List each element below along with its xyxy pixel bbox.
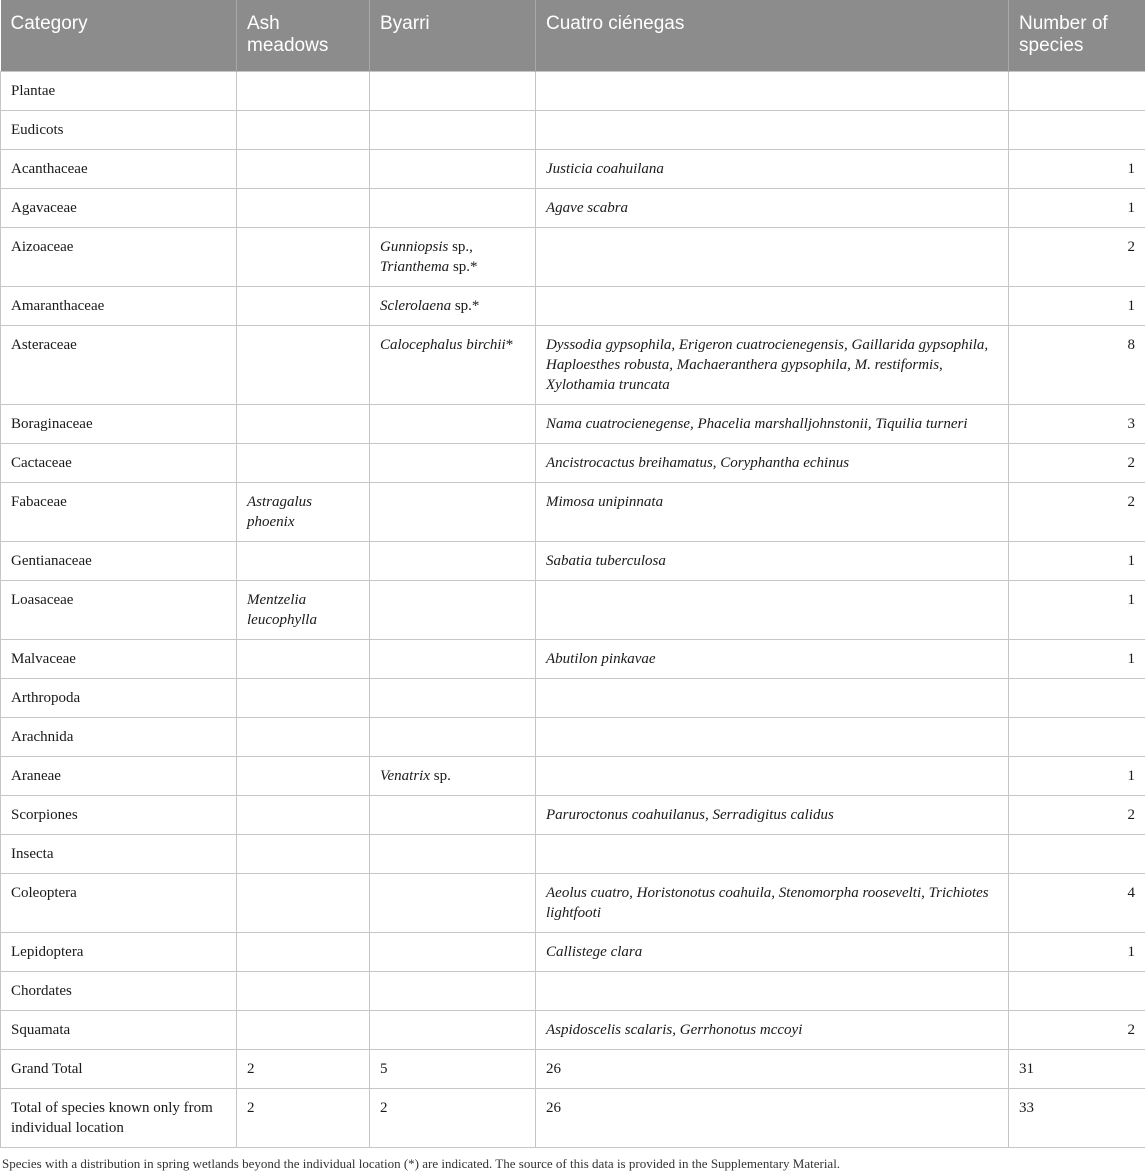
header-cuatro-cienegas: Cuatro ciénegas <box>536 0 1009 72</box>
cell-ash-meadows <box>237 757 370 796</box>
cell-count: 1 <box>1009 640 1145 679</box>
cell-count: 1 <box>1009 287 1145 326</box>
cell-count: 1 <box>1009 933 1145 972</box>
cell-ash-meadows <box>237 444 370 483</box>
cell-category: Agavaceae <box>1 189 237 228</box>
cell-count <box>1009 718 1145 757</box>
table-row <box>1 542 1145 581</box>
species-suffix: sp., <box>448 239 473 255</box>
cell-byarri <box>370 483 536 542</box>
cell-category: Boraginaceae <box>1 405 237 444</box>
cell-count: 4 <box>1009 874 1145 933</box>
cell-ash-meadows <box>237 1011 370 1050</box>
cell-cuatro-cienegas <box>536 228 1009 287</box>
cell-category: Amaranthaceae <box>1 287 237 326</box>
cell-cuatro-cienegas: Ancistrocactus breihamatus, Coryphantha echinus <box>536 444 1009 483</box>
cell-count: 2 <box>1009 796 1145 835</box>
cell-cuatro-cienegas: Abutilon pinkavae <box>536 640 1009 679</box>
cell-category: Eudicots <box>1 111 237 150</box>
cell-ash-meadows <box>237 405 370 444</box>
cell-byarri <box>370 640 536 679</box>
cell-category: Arthropoda <box>1 679 237 718</box>
table-row <box>1 189 1145 228</box>
cell-category: Chordates <box>1 972 237 1011</box>
cell-byarri <box>370 287 536 326</box>
cell-cuatro-cienegas: Callistege clara <box>536 933 1009 972</box>
cell-category: Acanthaceae <box>1 150 237 189</box>
cell-ash-meadows <box>237 835 370 874</box>
cell-ash-meadows <box>237 326 370 405</box>
cell-byarri <box>370 111 536 150</box>
cell-category: Cactaceae <box>1 444 237 483</box>
cell-ash-meadows: 2 <box>237 1050 370 1089</box>
table-row <box>1 483 1145 542</box>
cell-count: 1 <box>1009 581 1145 640</box>
cell-ash-meadows <box>237 679 370 718</box>
cell-ash-meadows: Astragalus phoenix <box>237 483 370 542</box>
cell-cuatro-cienegas: Agave scabra <box>536 189 1009 228</box>
cell-byarri <box>370 581 536 640</box>
grand-total-row <box>1 1050 1145 1089</box>
cell-byarri <box>370 542 536 581</box>
cell-category: Lepidoptera <box>1 933 237 972</box>
cell-category: Asteraceae <box>1 326 237 405</box>
cell-ash-meadows <box>237 796 370 835</box>
cell-byarri <box>370 1011 536 1050</box>
cell-count: 8 <box>1009 326 1145 405</box>
cell-byarri <box>370 679 536 718</box>
cell-count: 1 <box>1009 542 1145 581</box>
species-suffix: sp.* <box>449 259 477 275</box>
cell-category: Gentianaceae <box>1 542 237 581</box>
cell-category: Arachnida <box>1 718 237 757</box>
cell-count: 2 <box>1009 483 1145 542</box>
cell-ash-meadows <box>237 228 370 287</box>
cell-cuatro-cienegas <box>536 581 1009 640</box>
cell-byarri <box>370 757 536 796</box>
cell-count <box>1009 972 1145 1011</box>
cell-category: Grand Total <box>1 1050 237 1089</box>
table-row <box>1 679 1145 718</box>
table-row <box>1 72 1145 111</box>
cell-byarri <box>370 718 536 757</box>
cell-cuatro-cienegas: Aeolus cuatro, Horistonotus coahuila, Stenomorpha roosevelti, Trichiotes lightfooti <box>536 874 1009 933</box>
cell-byarri <box>370 150 536 189</box>
cell-count: 33 <box>1009 1089 1145 1148</box>
cell-ash-meadows: 2 <box>237 1089 370 1148</box>
cell-count <box>1009 679 1145 718</box>
species-name: Calocephalus birchii <box>380 337 506 353</box>
cell-ash-meadows <box>237 287 370 326</box>
cell-ash-meadows <box>237 874 370 933</box>
cell-byarri <box>370 72 536 111</box>
cell-byarri <box>370 874 536 933</box>
cell-cuatro-cienegas <box>536 757 1009 796</box>
cell-byarri <box>370 326 536 405</box>
cell-cuatro-cienegas: Dyssodia gypsophila, Erigeron cuatrocienegensis, Gaillarida gypsophila, Haploesthes robusta, Machaeranthera gypsophila, M. restiformis, Xylothamia truncata <box>536 326 1009 405</box>
table-row <box>1 640 1145 679</box>
cell-cuatro-cienegas: Sabatia tuberculosa <box>536 542 1009 581</box>
cell-count: 31 <box>1009 1050 1145 1089</box>
cell-cuatro-cienegas <box>536 72 1009 111</box>
cell-count: 2 <box>1009 1011 1145 1050</box>
cell-category: Araneae <box>1 757 237 796</box>
cell-count <box>1009 72 1145 111</box>
cell-cuatro-cienegas: Paruroctonus coahuilanus, Serradigitus calidus <box>536 796 1009 835</box>
only-location-total-row <box>1 1089 1145 1148</box>
table-row <box>1 933 1145 972</box>
cell-category: Malvaceae <box>1 640 237 679</box>
cell-count <box>1009 111 1145 150</box>
cell-byarri <box>370 972 536 1011</box>
cell-category: Total of species known only from individual location <box>1 1089 237 1148</box>
header-byarri: Byarri <box>370 0 536 72</box>
species-name: Trianthema <box>380 259 449 275</box>
cell-category: Insecta <box>1 835 237 874</box>
cell-cuatro-cienegas: Nama cuatrocienegense, Phacelia marshalljohnstonii, Tiquilia turneri <box>536 405 1009 444</box>
table-row <box>1 287 1145 326</box>
cell-count <box>1009 835 1145 874</box>
table-row <box>1 444 1145 483</box>
cell-cuatro-cienegas <box>536 835 1009 874</box>
cell-count: 1 <box>1009 189 1145 228</box>
cell-count: 1 <box>1009 150 1145 189</box>
cell-count: 2 <box>1009 228 1145 287</box>
table-row <box>1 150 1145 189</box>
cell-ash-meadows <box>237 542 370 581</box>
cell-byarri: 2 <box>370 1089 536 1148</box>
cell-count: 3 <box>1009 405 1145 444</box>
table-row <box>1 111 1145 150</box>
header-number-of-species: Number of species <box>1009 0 1145 72</box>
header-ash-meadows: Ash meadows <box>237 0 370 72</box>
cell-category: Loasaceae <box>1 581 237 640</box>
cell-cuatro-cienegas: 26 <box>536 1050 1009 1089</box>
cell-count: 1 <box>1009 757 1145 796</box>
cell-ash-meadows <box>237 718 370 757</box>
cell-cuatro-cienegas: 26 <box>536 1089 1009 1148</box>
cell-category: Squamata <box>1 1011 237 1050</box>
cell-cuatro-cienegas <box>536 111 1009 150</box>
cell-cuatro-cienegas <box>536 718 1009 757</box>
cell-byarri <box>370 189 536 228</box>
species-suffix: sp.* <box>451 298 479 314</box>
cell-ash-meadows <box>237 933 370 972</box>
cell-category: Aizoaceae <box>1 228 237 287</box>
species-name: Venatrix <box>380 768 430 784</box>
species-suffix: sp. <box>430 768 451 784</box>
cell-category: Coleoptera <box>1 874 237 933</box>
table-row <box>1 228 1145 287</box>
cell-byarri <box>370 228 536 287</box>
cell-cuatro-cienegas <box>536 679 1009 718</box>
cell-byarri: 5 <box>370 1050 536 1089</box>
cell-ash-meadows <box>237 972 370 1011</box>
cell-count: 2 <box>1009 444 1145 483</box>
header-category: Category <box>1 0 237 72</box>
table-row <box>1 835 1145 874</box>
cell-byarri <box>370 796 536 835</box>
table-body <box>1 72 1145 1148</box>
table-footnote: Species with a distribution in spring wetlands beyond the individual location (*) are indicated. The source of this data is provided in the Supplementary Material. <box>0 1148 1145 1172</box>
cell-ash-meadows <box>237 150 370 189</box>
cell-byarri <box>370 405 536 444</box>
table-row <box>1 718 1145 757</box>
table-row <box>1 581 1145 640</box>
cell-cuatro-cienegas <box>536 287 1009 326</box>
cell-byarri <box>370 444 536 483</box>
cell-cuatro-cienegas <box>536 972 1009 1011</box>
cell-category: Scorpiones <box>1 796 237 835</box>
cell-category: Plantae <box>1 72 237 111</box>
cell-cuatro-cienegas: Justicia coahuilana <box>536 150 1009 189</box>
table-row <box>1 1011 1145 1050</box>
cell-ash-meadows: Mentzelia leucophylla <box>237 581 370 640</box>
cell-ash-meadows <box>237 189 370 228</box>
species-suffix: * <box>506 337 514 353</box>
table-row <box>1 796 1145 835</box>
table-header <box>1 0 1145 72</box>
cell-byarri <box>370 933 536 972</box>
cell-cuatro-cienegas: Mimosa unipinnata <box>536 483 1009 542</box>
cell-cuatro-cienegas: Aspidoscelis scalaris, Gerrhonotus mccoyi <box>536 1011 1009 1050</box>
cell-ash-meadows <box>237 640 370 679</box>
cell-byarri <box>370 835 536 874</box>
table-row <box>1 757 1145 796</box>
cell-ash-meadows <box>237 72 370 111</box>
cell-category: Fabaceae <box>1 483 237 542</box>
cell-ash-meadows <box>237 111 370 150</box>
table-row <box>1 405 1145 444</box>
table-row <box>1 972 1145 1011</box>
table-row <box>1 326 1145 405</box>
species-name: Gunniopsis <box>380 239 448 255</box>
table-row <box>1 874 1145 933</box>
species-name: Sclerolaena <box>380 298 451 314</box>
